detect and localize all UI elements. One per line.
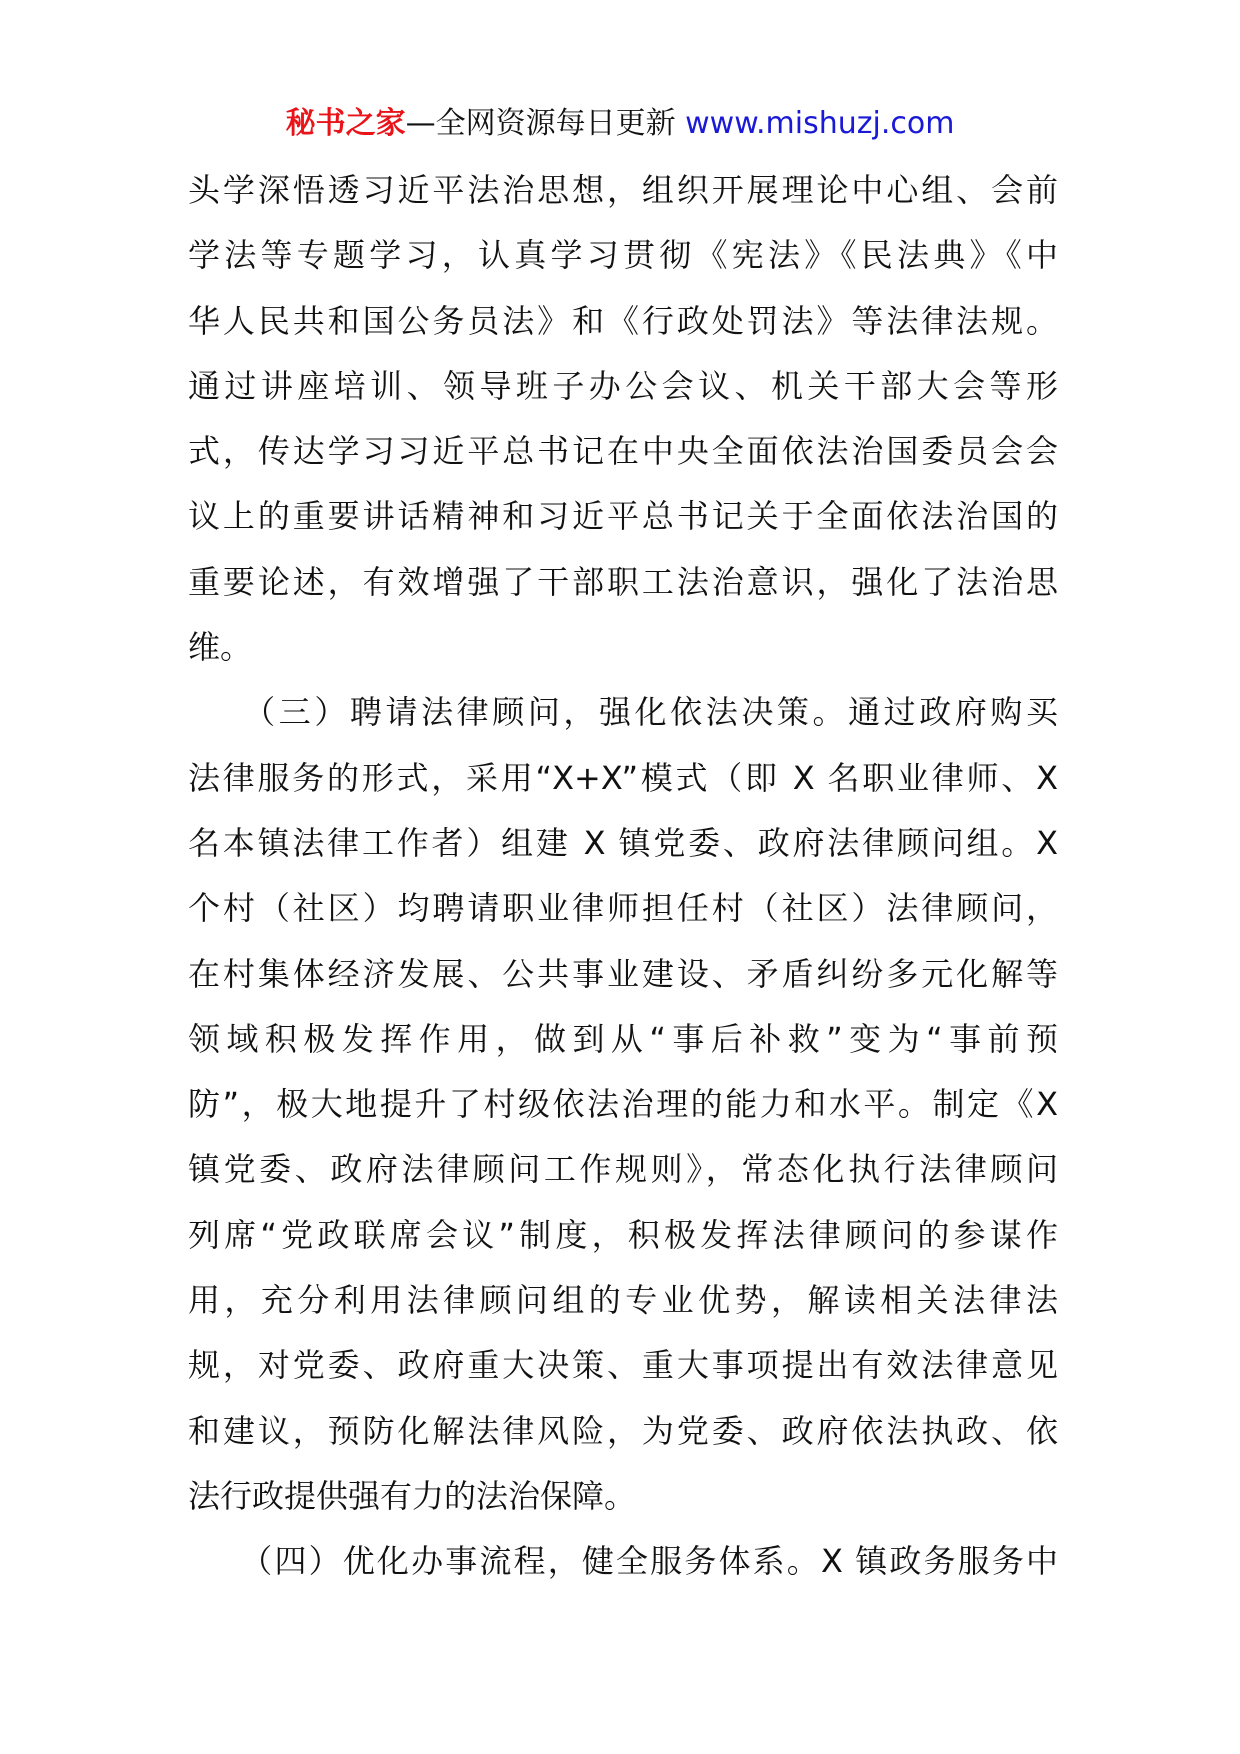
text-line: 法行政提供强有力的法治保障。 <box>188 1476 637 1515</box>
text-line: 维。 <box>188 628 253 667</box>
text-line: 式，传达学习习近平总书记在中央全面依法治国委员会会 <box>188 432 1058 471</box>
text-line: 华人民共和国公务员法》和《行政处罚法》等法律法规。 <box>188 301 1058 340</box>
text-line: 规，对党委、政府重大决策、重大事项提出有效法律意见 <box>188 1346 1058 1385</box>
header-tagline: —全网资源每日更新 <box>405 106 676 141</box>
brand-name: 秘书之家 <box>285 106 406 141</box>
site-url: www.mishuzj.com <box>685 106 955 141</box>
text-line: 重要论述，有效增强了干部职工法治意识，强化了法治思 <box>188 562 1058 601</box>
text-line: 列席“党政联席会议”制度，积极发挥法律顾问的参谋作 <box>188 1215 1058 1254</box>
section-heading-line: （四）优化办事流程，健全服务体系。X 镇政务服务中 <box>188 1542 1058 1581</box>
text-line: 领域积极发挥作用，做到从“事后补救”变为“事前预 <box>188 1019 1058 1058</box>
text-line: 个村（社区）均聘请职业律师担任村（社区）法律顾问， <box>188 889 1058 928</box>
text-line: 镇党委、政府法律顾问工作规则》，常态化执行法律顾问 <box>188 1150 1058 1189</box>
text-line: 议上的重要讲话精神和习近平总书记关于全面依法治国的 <box>188 497 1058 536</box>
text-line: 用，充分利用法律顾问组的专业优势，解读相关法律法 <box>188 1281 1058 1320</box>
document-body <box>188 158 1058 1595</box>
page-header <box>0 104 1240 144</box>
text-line: 防”，极大地提升了村级依法治理的能力和水平。制定《X <box>188 1085 1058 1124</box>
section-heading-line: （三）聘请法律顾问，强化依法决策。通过政府购买 <box>188 693 1058 732</box>
text-line: 和建议，预防化解法律风险，为党委、政府依法执政、依 <box>188 1411 1058 1450</box>
text-line: 头学深悟透习近平法治思想，组织开展理论中心组、会前 <box>188 171 1058 209</box>
text-line: 法律服务的形式，采用“X+X”模式（即 X 名职业律师、X <box>188 758 1058 797</box>
text-line: 通过讲座培训、领导班子办公会议、机关干部大会等形 <box>188 366 1058 405</box>
text-line: 名本镇法律工作者）组建 X 镇党委、政府法律顾问组。X <box>188 823 1058 862</box>
text-line: 在村集体经济发展、公共事业建设、矛盾纠纷多元化解等 <box>188 954 1058 993</box>
text-line: 学法等专题学习，认真学习贯彻《宪法》《民法典》《中 <box>188 236 1058 275</box>
